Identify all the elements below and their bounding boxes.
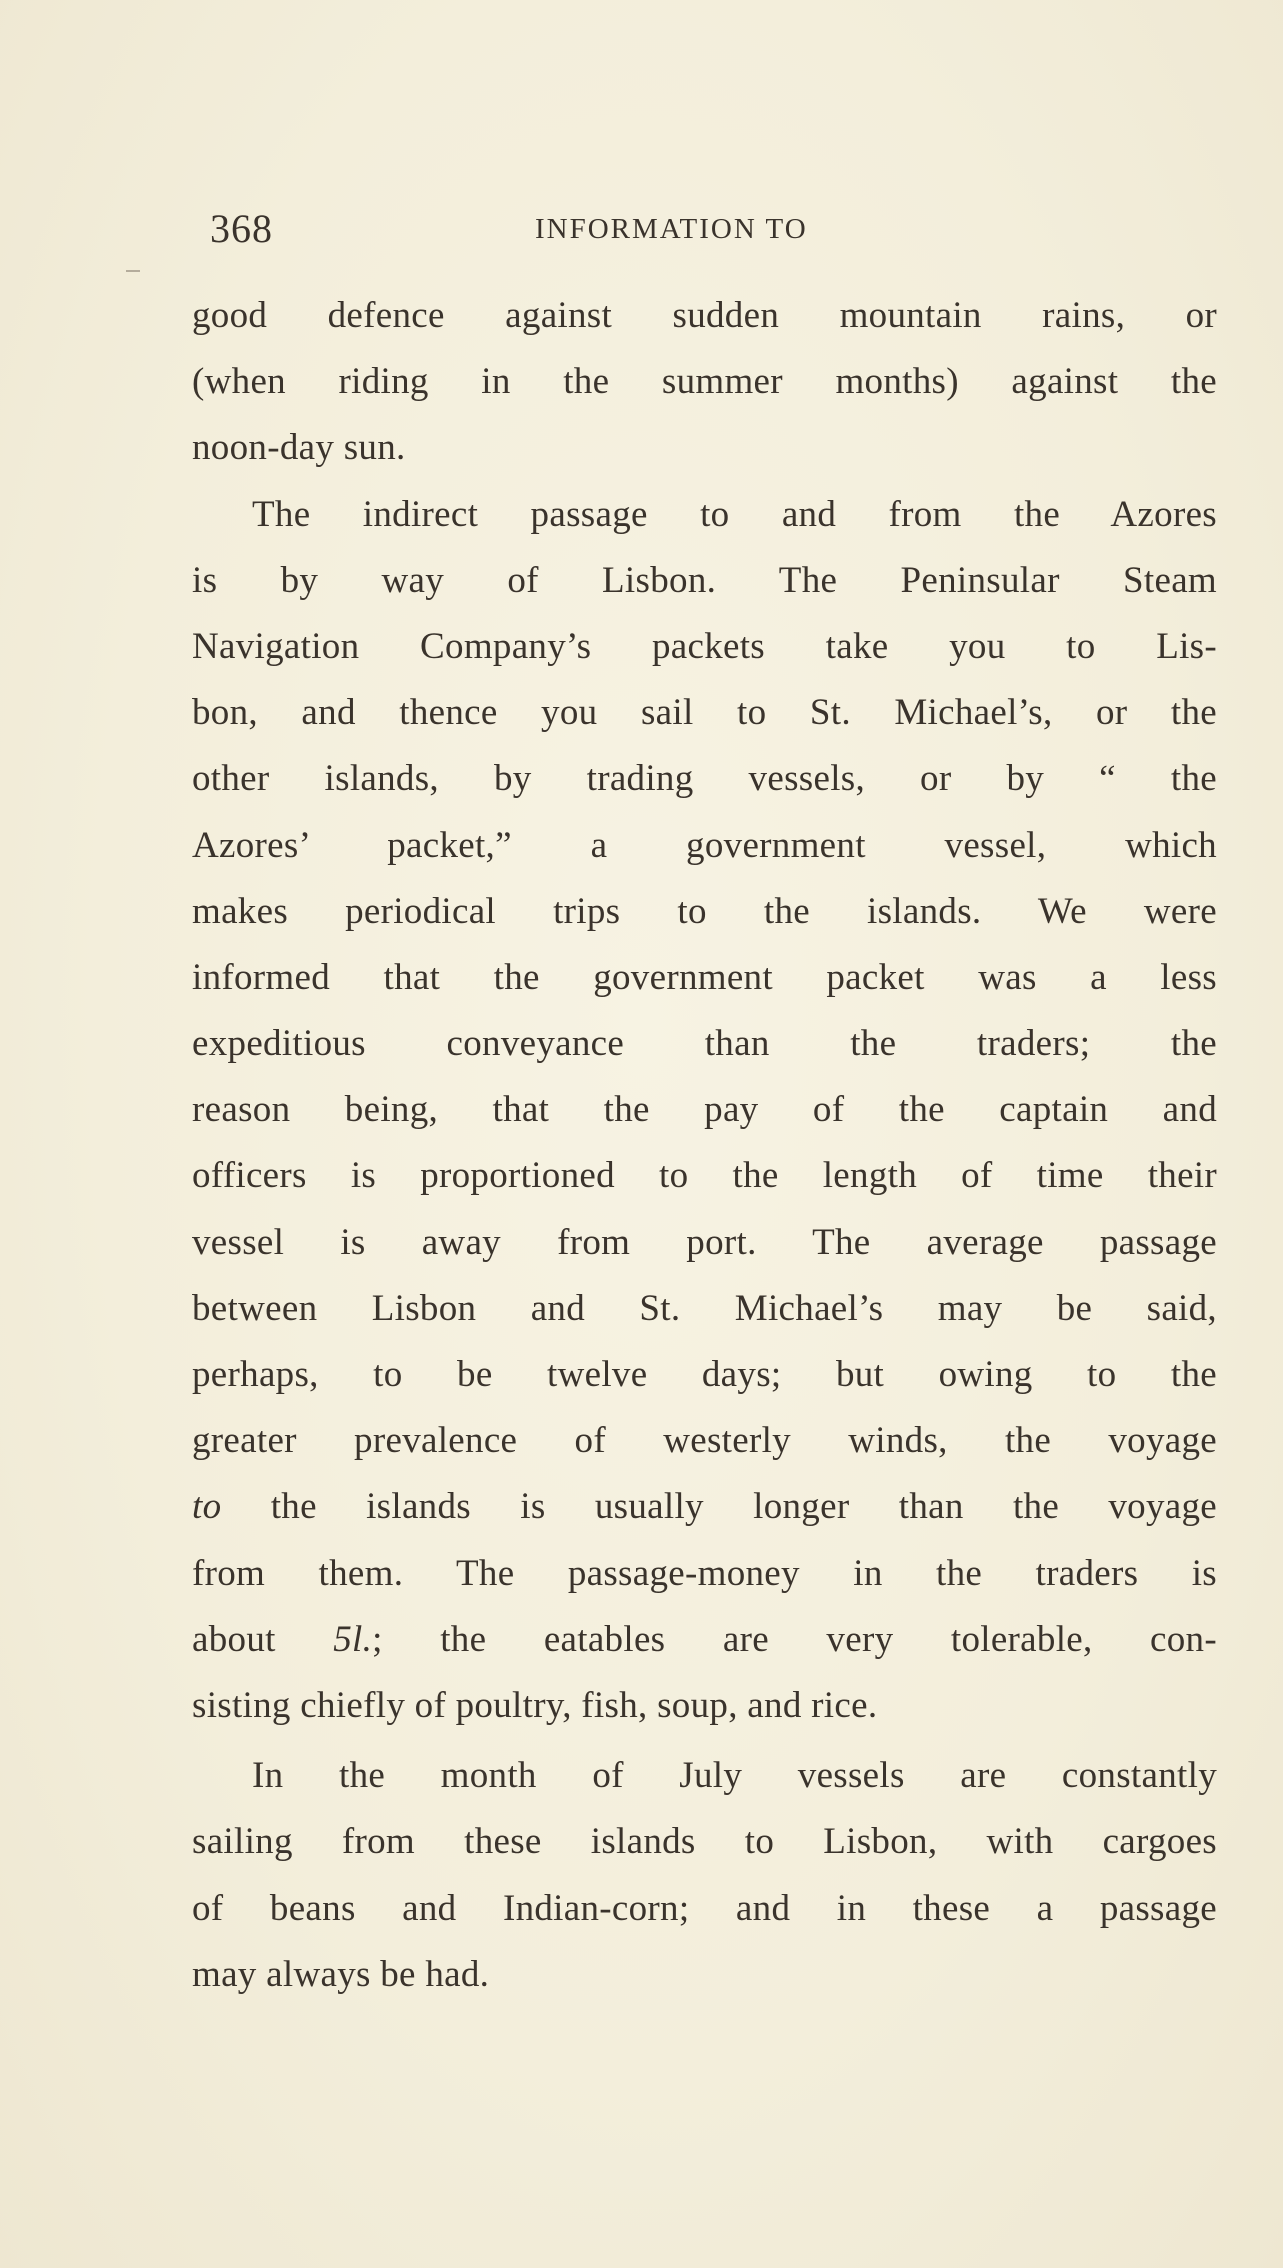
text-line: sailing from these islands to Lisbon, with cargoes (192, 1821, 1217, 1863)
text-line: sisting chiefly of poultry, fish, soup, and rice. (192, 1684, 878, 1726)
text-line: The indirect passage to and from the Azores (252, 493, 1217, 535)
text-line: reason being, that the pay of the captain and (192, 1089, 1217, 1131)
text-line: other islands, by trading vessels, or by “ the (192, 758, 1217, 800)
text-line: Azores’ packet,” a government vessel, which (192, 824, 1217, 866)
italic-text: to (192, 1486, 222, 1528)
running-head: INFORMATION TO (535, 213, 808, 245)
text-line: perhaps, to be twelve days; but owing to the (192, 1354, 1217, 1395)
text-line: In the month of July vessels are constantly (252, 1755, 1217, 1797)
text-segment: ; the eatables are very tolerable, con- (372, 1618, 1217, 1660)
text-line: (when riding in the summer months) against the (192, 361, 1217, 403)
text-line: is by way of Lisbon. The Peninsular Steam (192, 559, 1217, 601)
text-line: noon-day sun. (192, 427, 406, 469)
body-text (192, 283, 1217, 2008)
text-line: greater prevalence of westerly winds, the voyage (192, 1420, 1217, 1462)
text-line (192, 1607, 1217, 1673)
text-line: informed that the government packet was a less (192, 956, 1217, 998)
text-line: bon, and thence you sail to St. Michael’s, or the (192, 692, 1217, 734)
italic-text: 5l. (333, 1618, 373, 1660)
text-line: between Lisbon and St. Michael’s may be said, (192, 1287, 1217, 1329)
page-header (210, 205, 1000, 255)
text-line: expeditious conveyance than the traders; the (192, 1023, 1217, 1065)
page-number: 368 (210, 206, 273, 251)
text-line: of beans and Indian-corn; and in these a passage (192, 1887, 1217, 1929)
text-line: officers is proportioned to the length of time their (192, 1155, 1217, 1197)
text-line: may always be had. (192, 1953, 490, 1995)
text-line: from them. The passage-money in the traders is (192, 1552, 1217, 1594)
text-line (192, 1474, 1217, 1540)
text-line: vessel is away from port. The average passage (192, 1221, 1217, 1263)
text-line: Navigation Company’s packets take you to Lis- (192, 625, 1217, 667)
text-line: good defence against sudden mountain rains, or (192, 295, 1217, 336)
text-line: makes periodical trips to the islands. We were (192, 890, 1217, 932)
text-segment: about (192, 1618, 334, 1660)
print-speck (126, 270, 140, 272)
text-segment: the islands is usually longer than the voyage (221, 1486, 1217, 1528)
